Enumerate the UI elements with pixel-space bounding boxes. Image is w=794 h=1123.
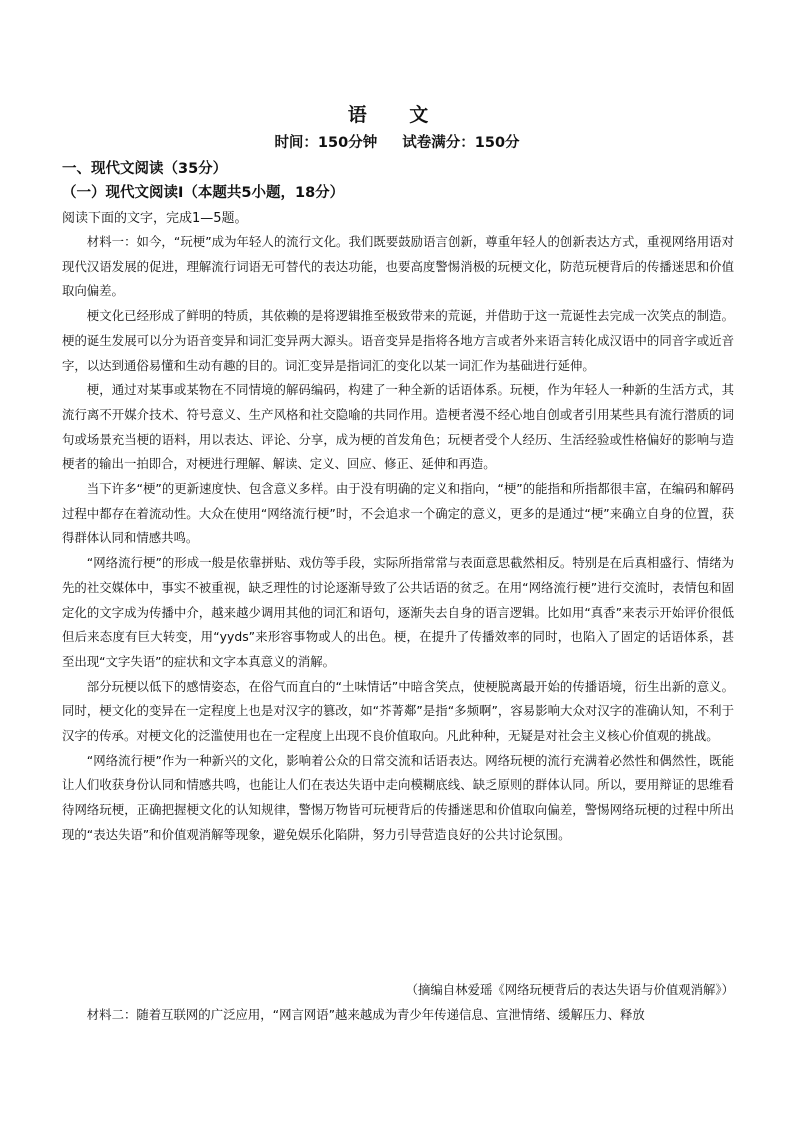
paragraph: 材料一：如今，“玩梗”成为年轻人的流行文化。我们既要鼓励语言创新，尊重年轻人的创新表达方式，重视网络用语对现代汉语发展的促进，理解流行词语无可替代的表达功能，也要高度警惕消极的玩梗文化，防范玩梗背后的传播迷思和价值取向偏差。 xyxy=(62,234,734,299)
paragraph: 梗，通过对某事或某物在不同情境的解码编码，构建了一种全新的话语体系。玩梗，作为年轻人一种新的生活方式，其流行离不开媒介技术、符号意义、生产风格和社交隐喻的共同作用。造梗者漫不经心地自创或者引用某些具有流行潜质的词句或场景充当梗的语料，用以表达、评论、分享，成为梗的首发角色；玩梗者受个人经历、生活经验或性格偏好的影响与造梗者的输出一拍即合，对梗进行理解、解读、定义、回应、修正、延伸和再造。 xyxy=(62,382,734,472)
paragraph: “网络流行梗”作为一种新兴的文化，影响着公众的日常交流和话语表达。网络玩梗的流行充满着必然性和偶然性，既能让人们收获身份认同和情感共鸣，也能让人们在表达失语中走向模糊底线、缺乏原则的群体认同。所以，要用辩证的思维看待网络玩梗，正确把握梗文化的认知规律，警惕万物皆可玩梗背后的传播迷思和价值取向偏差，警惕网络玩梗的过程中所出现的“表达失语”和价值观消解等现象，避免娱乐化陷阱，努力引导营造良好的公共讨论氛围。 xyxy=(62,752,734,842)
reading-passage xyxy=(62,230,734,848)
time-limit: 时间：150分钟 xyxy=(274,135,378,151)
paragraph: “网络流行梗”的形成一般是依靠拼贴、戏仿等手段，实际所指常常与表面意思截然相反。特别是在后真相盛行、情绪为先的社交媒体中，事实不被重视，缺乏理性的讨论逐渐导致了公共话语的贫乏。在用“网络流行梗”进行交流时，表情包和固定化的文字成为传播中介，越来越少调用其他的词汇和语句，逐渐失去自身的语言逻辑。比如用“真香”来表示开始评价很低但后来态度有巨大转变，用“yyds”来形容事物或人的出色。梗，在提升了传播效率的同时，也陷入了固定的话语体系，甚至出现“文字失语”的症状和文字本真意义的消解。 xyxy=(62,555,734,669)
section-heading: 一、现代文阅读（35分） xyxy=(62,161,228,177)
paragraph: 部分玩梗以低下的感情姿态，在俗气而直白的“土味情话”中暗含笑点，使梗脱离最开始的传播语境，衍生出新的意义。同时，梗文化的变异在一定程度上也是对汉字的篡改，如“芥菁鄰”是指“多频啊”，容易影响大众对汉字的准确认知，不利于汉字的传承。对梗文化的泛滥使用也在一定程度上出现不良价值取向。凡此种种，无疑是对社会主义核心价值观的挑战。 xyxy=(62,678,734,744)
full-score: 试卷满分：150分 xyxy=(402,135,520,151)
paragraph: 材料二：随着互联网的广泛应用，“网言网语”越来越成为青少年传递信息、宣泄情绪、缓解压力、释放 xyxy=(86,1007,645,1022)
subsection-heading: （一）现代文阅读Ⅰ（本题共5小题，18分） xyxy=(62,185,345,201)
exam-info xyxy=(0,131,794,152)
instruction: 阅读下面的文字，完成1—5题。 xyxy=(62,211,248,226)
paragraph: 梗文化已经形成了鲜明的特质，其依赖的是将逻辑推至极致带来的荒诞，并借助于这一荒诞性去完成一次笑点的制造。梗的诞生发展可以分为语音变异和词汇变异两大源头。语音变异是指将各地方言或者外来语言转化成汉语中的同音字或近音字，以达到通俗易懂和生动有趣的目的。词汇变异是指词汇的变化以某一词汇作为基础进行延伸。 xyxy=(62,308,734,373)
page-title: 语 文 xyxy=(347,104,447,126)
source-citation: （摘编自林爱瑶《网络玩梗背后的表达失语与价值观消解》） xyxy=(405,982,734,997)
paragraph: 当下许多“梗”的更新速度快、包含意义多样。由于没有明确的定义和指向，“梗”的能指和所指都很丰富，在编码和解码过程中都存在着流动性。大众在使用“网络流行梗”时，不会追求一个确定的意义，更多的是通过“梗”来确立自身的位置，获得群体认同和情感共鸣。 xyxy=(62,481,734,546)
